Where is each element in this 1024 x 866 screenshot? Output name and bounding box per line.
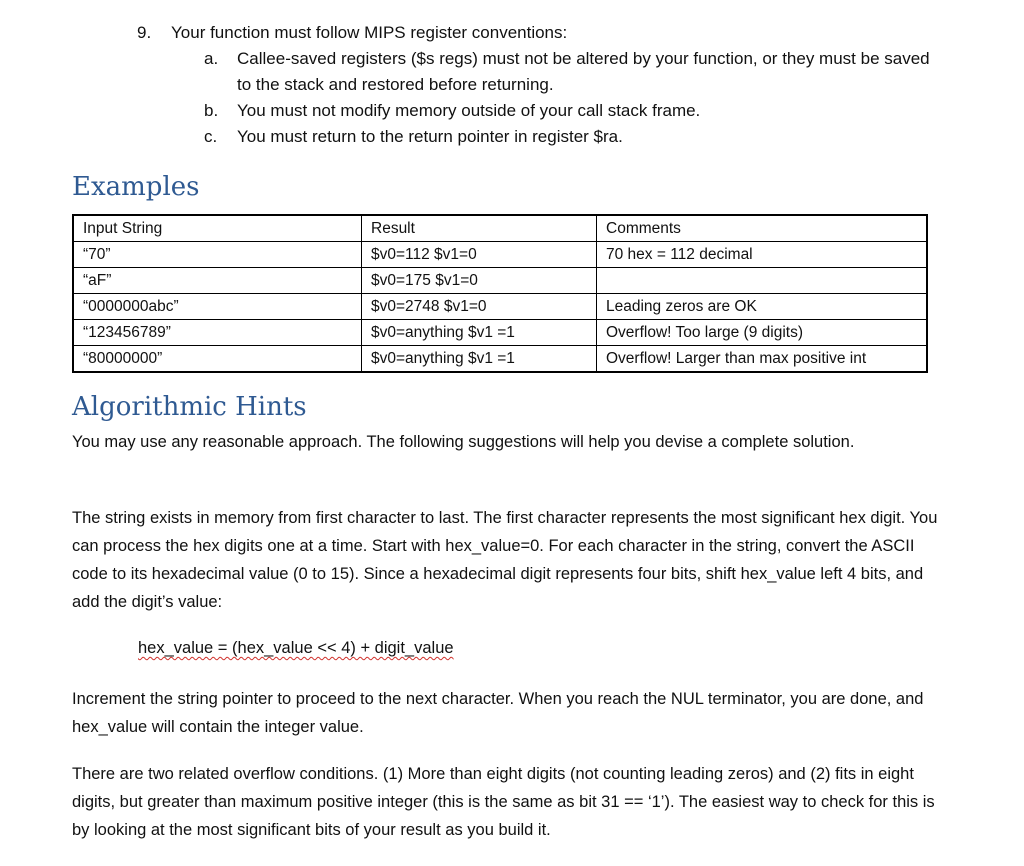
header-result: Result: [362, 215, 597, 242]
rule-9-number: 9.: [137, 23, 152, 42]
formula-text: hex_value = (hex_value << 4) + digit_value: [138, 639, 454, 657]
cell-input: “0000000abc”: [73, 294, 362, 320]
cell-result: $v0=anything $v1 =1: [362, 320, 597, 346]
table-row: [73, 320, 927, 346]
table-row: [73, 268, 927, 294]
cell-comment: Overflow! Too large (9 digits): [597, 320, 928, 346]
table-header-row: [73, 215, 927, 242]
header-input-string: Input String: [73, 215, 362, 242]
table-row: [73, 294, 927, 320]
cell-result: $v0=anything $v1 =1: [362, 346, 597, 373]
hints-heading: Algorithmic Hints: [72, 392, 307, 422]
string-processing-paragraph: The string exists in memory from first character to last. The first character represents the most significant hex digit. You can process the hex digits one at a time. Start with hex_value=0. For each character in the string, convert the ASCII code to its hexadecimal value (0 to 15). Since a hexadecimal digit represents four bits, shift hex_value left 4 bits, and add the digit’s value:: [72, 509, 938, 611]
rule-9a-letter: a.: [204, 49, 219, 68]
overflow-paragraph: There are two related overflow conditions. (1) More than eight digits (not counting leading zeros) and (2) fits in eight digits, but greater than maximum positive integer (this is the same as bit 31 == ‘1’). The easiest way to check for this is by looking at the most significant bits of your result as you build it.: [72, 765, 935, 839]
rule-9c: [204, 124, 944, 150]
cell-comment: [597, 268, 928, 294]
cell-result: $v0=2748 $v1=0: [362, 294, 597, 320]
cell-input: “70”: [73, 242, 362, 268]
rule-9b: [204, 98, 944, 124]
rule-9-text: Your function must follow MIPS register conventions:: [171, 23, 568, 42]
rule-9: [137, 20, 567, 46]
cell-comment: Overflow! Larger than max positive int: [597, 346, 928, 373]
hex-formula: [138, 634, 1018, 662]
examples-heading: Examples: [72, 172, 200, 202]
cell-comment: 70 hex = 112 decimal: [597, 242, 928, 268]
rule-9c-letter: c.: [204, 127, 218, 146]
rule-9a-text: Callee-saved registers ($s regs) must not be altered by your function, or they must be saved to the stack and restored before returning.: [237, 49, 930, 94]
cell-input: “80000000”: [73, 346, 362, 373]
cell-result: $v0=112 $v1=0: [362, 242, 597, 268]
cell-input: “aF”: [73, 268, 362, 294]
examples-table: [72, 214, 928, 373]
rule-9b-letter: b.: [204, 101, 219, 120]
cell-comment: Leading zeros are OK: [597, 294, 928, 320]
increment-paragraph: Increment the string pointer to proceed to the next character. When you reach the NUL terminator, you are done, and hex_value will contain the integer value.: [72, 690, 924, 736]
rule-9b-text: You must not modify memory outside of your call stack frame.: [237, 101, 701, 120]
rule-9c-text: You must return to the return pointer in register $ra.: [237, 127, 623, 146]
table-row: [73, 242, 927, 268]
rule-9a: [204, 46, 944, 98]
cell-result: $v0=175 $v1=0: [362, 268, 597, 294]
cell-input: “123456789”: [73, 320, 362, 346]
hints-intro-paragraph: You may use any reasonable approach. The following suggestions will help you devise a complete solution.: [72, 433, 855, 451]
table-row: [73, 346, 927, 373]
header-comments: Comments: [597, 215, 928, 242]
